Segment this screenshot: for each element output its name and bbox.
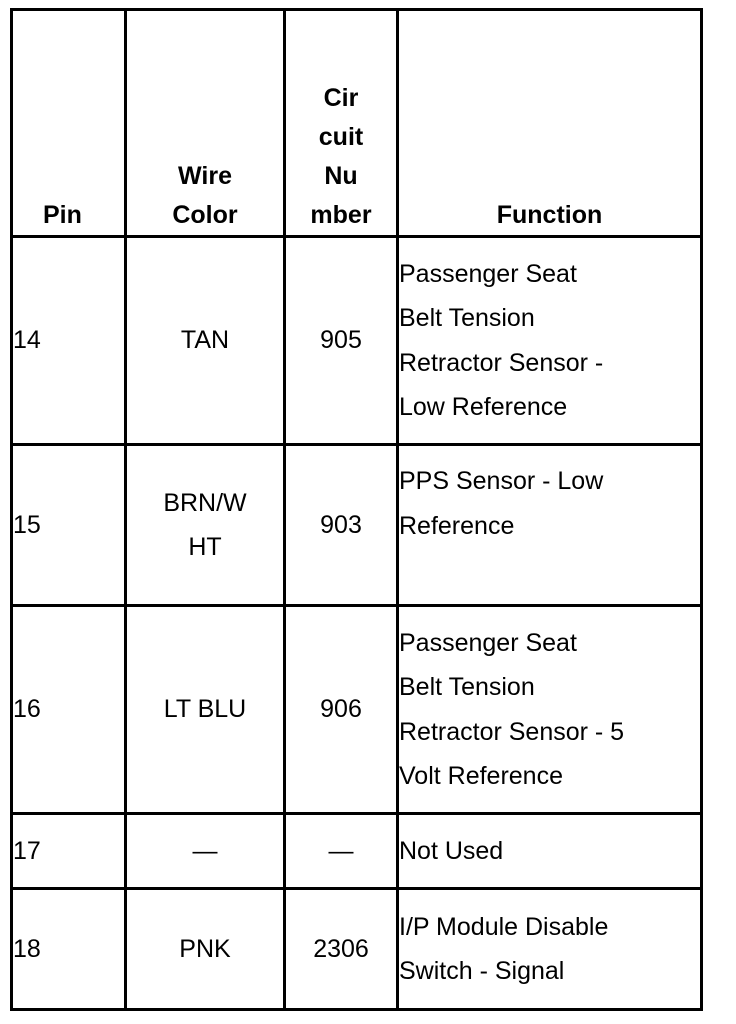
header-circuit-number-line: mber	[310, 201, 372, 229]
header-pin: Pin	[12, 10, 126, 237]
header-wire-color-line: Color	[172, 201, 238, 229]
header-wire-color-line: Wire	[178, 162, 232, 190]
pin-cell: 16	[12, 606, 126, 814]
header-wire-color	[126, 10, 285, 237]
function-line: Volt Reference	[399, 762, 563, 790]
circuit-number-cell: —	[285, 814, 398, 889]
function-line: Low Reference	[399, 393, 568, 421]
function-cell	[398, 606, 702, 814]
circuit-number-cell: 905	[285, 237, 398, 445]
circuit-number-cell: 906	[285, 606, 398, 814]
function-line: Passenger Seat	[399, 259, 577, 288]
function-line: Belt Tension	[399, 673, 535, 701]
header-circuit-number-line: cuit	[318, 123, 364, 151]
function-cell	[398, 237, 702, 445]
function-line: Not Used	[399, 836, 504, 865]
function-cell	[398, 445, 702, 606]
wire-color-cell: LT BLU	[126, 606, 285, 814]
wire-color-line: HT	[188, 533, 222, 561]
table-row	[12, 606, 702, 814]
wire-color-cell: TAN	[126, 237, 285, 445]
header-circuit-number	[285, 10, 398, 237]
wire-color-cell	[126, 445, 285, 606]
table-row	[12, 237, 702, 445]
function-line: Belt Tension	[399, 304, 535, 332]
function-line: Switch - Signal	[399, 957, 565, 985]
pin-cell: 17	[12, 814, 126, 889]
pin-cell: 14	[12, 237, 126, 445]
function-line: Retractor Sensor - 5	[399, 717, 625, 746]
function-cell	[398, 889, 702, 1010]
header-function: Function	[398, 10, 702, 237]
function-cell	[398, 814, 702, 889]
table-row	[12, 445, 702, 606]
circuit-number-cell: 2306	[285, 889, 398, 1010]
connector-pinout-table	[10, 8, 703, 1011]
function-line: Reference	[399, 511, 515, 540]
function-line: I/P Module Disable	[399, 912, 609, 941]
pin-cell: 15	[12, 445, 126, 606]
table-row	[12, 889, 702, 1010]
header-circuit-number-line: Nu	[324, 162, 358, 190]
pin-cell: 18	[12, 889, 126, 1010]
function-line: PPS Sensor - Low	[399, 467, 604, 495]
table-header-row	[12, 10, 702, 237]
wire-color-cell: —	[126, 814, 285, 889]
function-line: Retractor Sensor -	[399, 348, 604, 377]
function-line: Passenger Seat	[399, 628, 577, 657]
header-circuit-number-line: Cir	[323, 84, 359, 112]
table-row	[12, 814, 702, 889]
circuit-number-cell: 903	[285, 445, 398, 606]
wire-color-line: BRN/W	[163, 488, 247, 517]
wire-color-cell: PNK	[126, 889, 285, 1010]
